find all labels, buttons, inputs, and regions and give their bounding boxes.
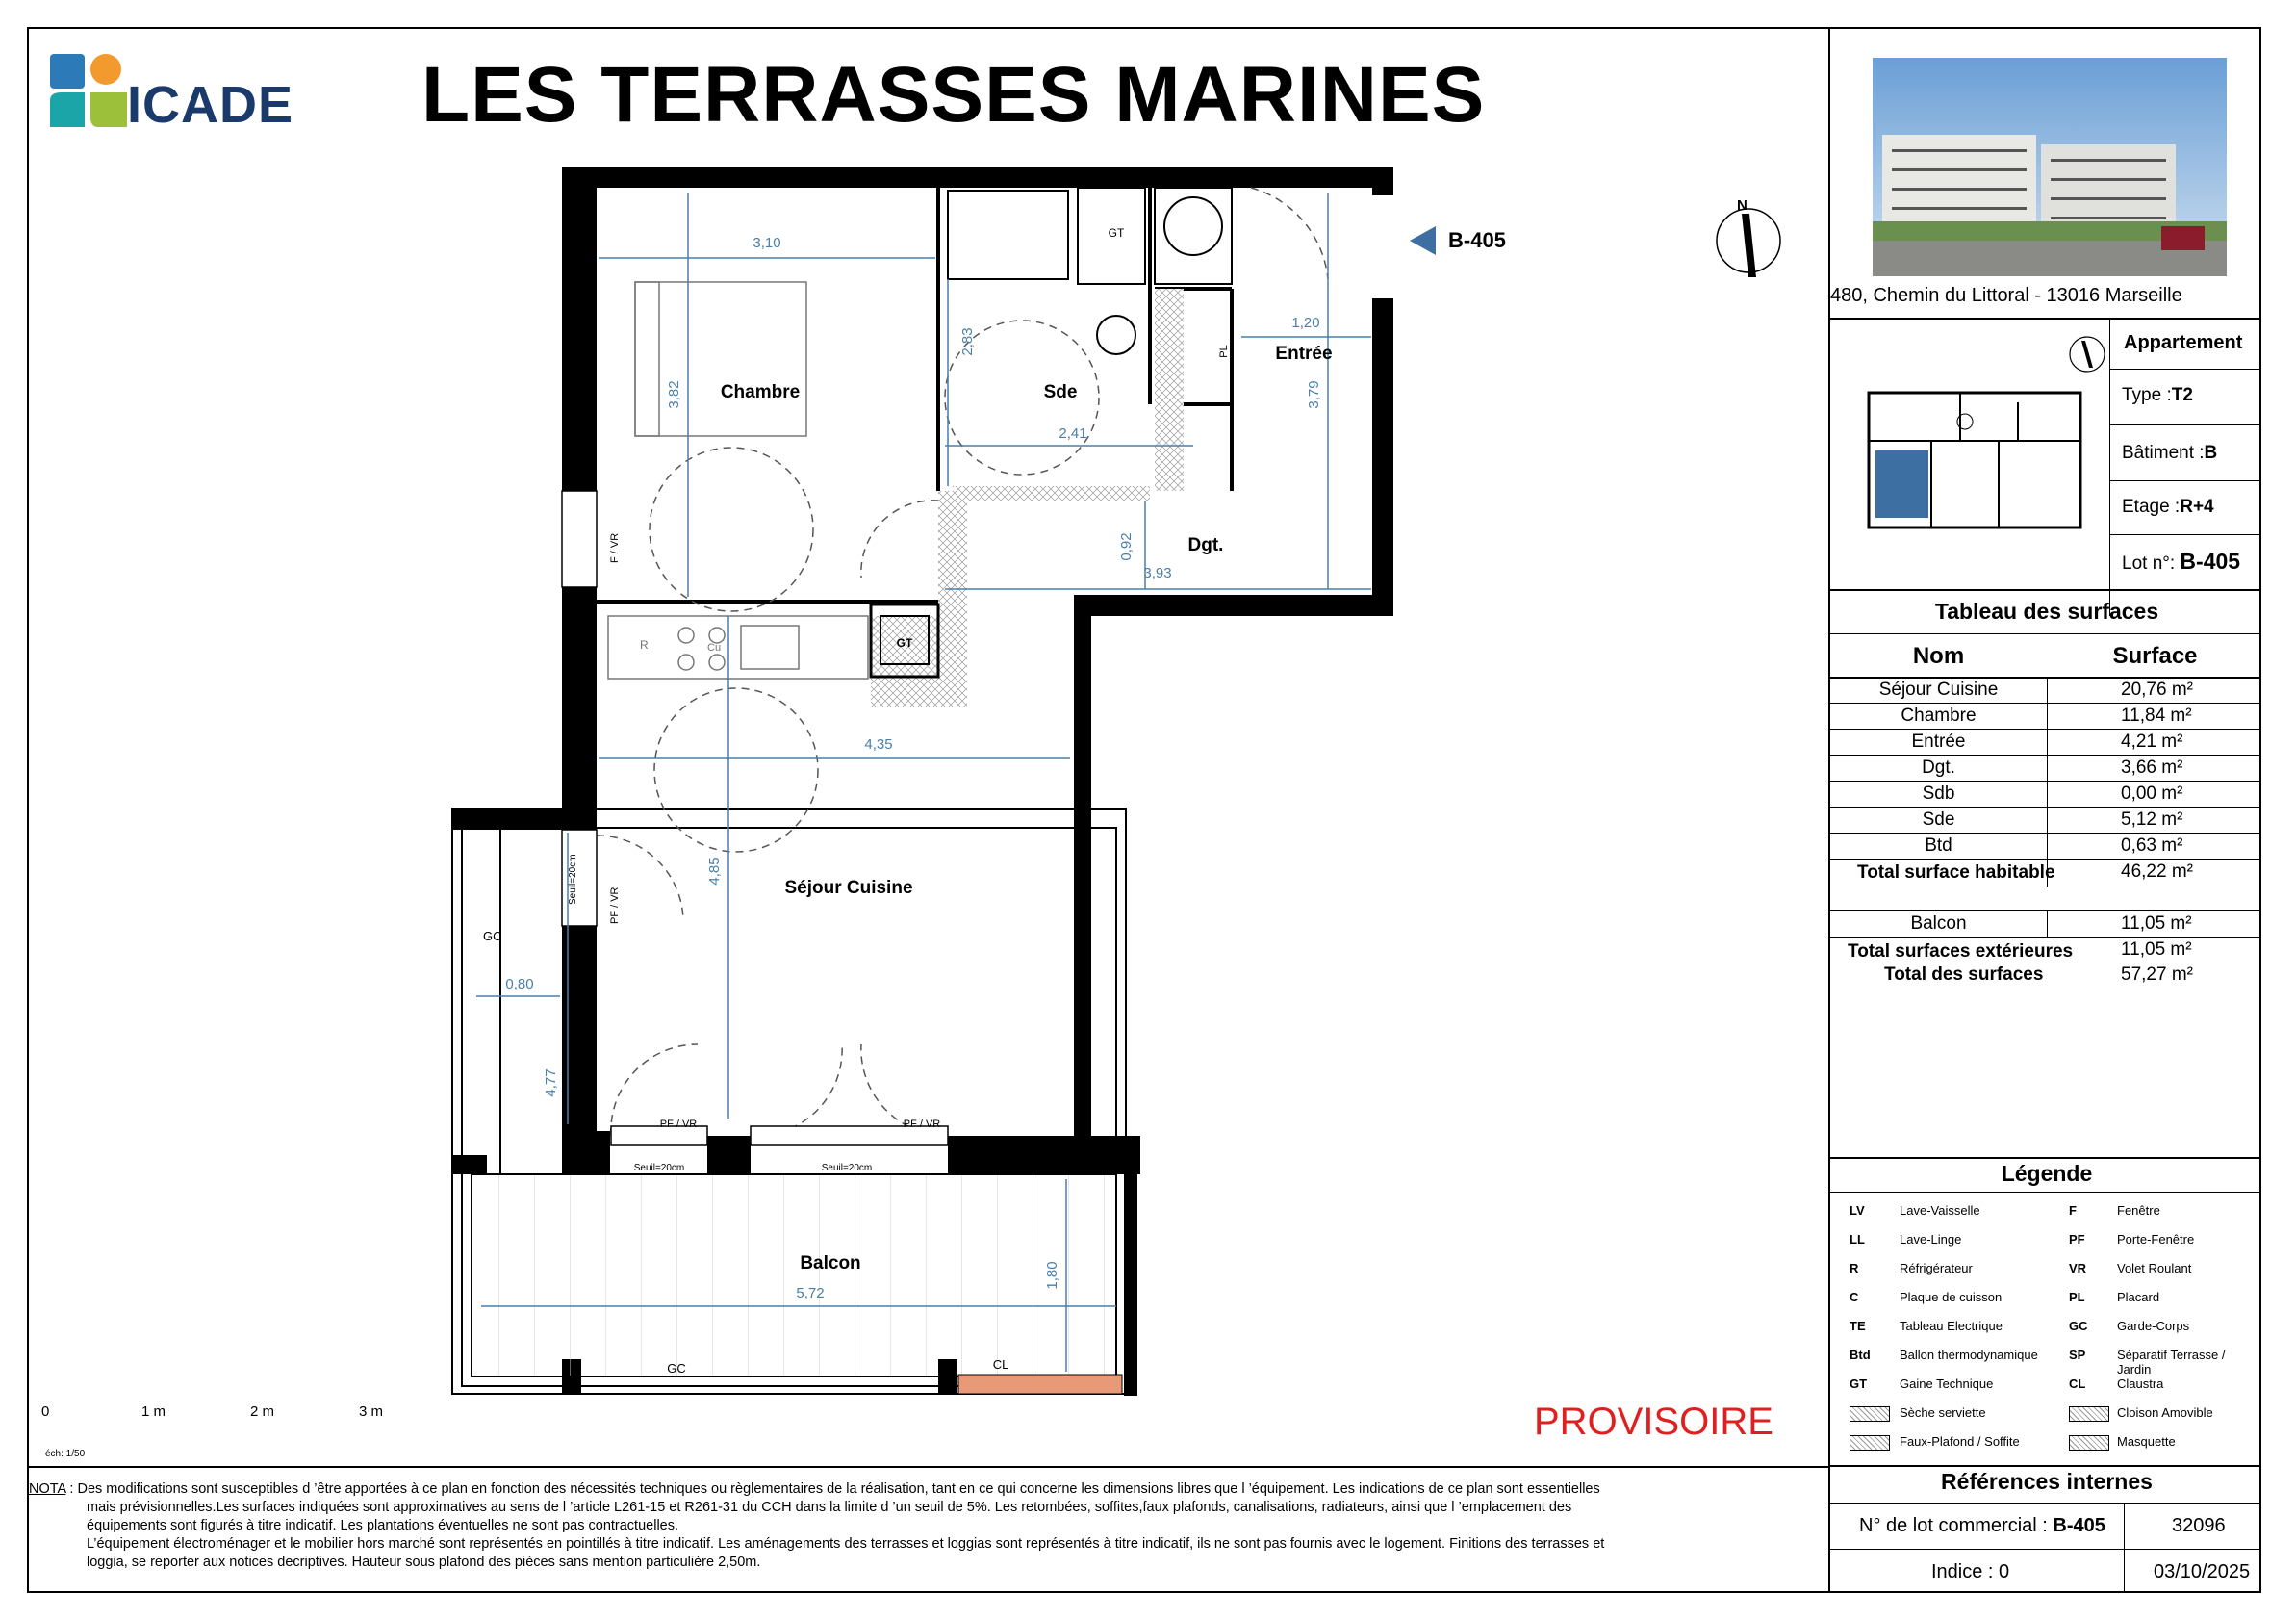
surfaces-title: Tableau des surfaces bbox=[1934, 599, 2159, 624]
surface-row-nom: Entrée bbox=[1911, 732, 1966, 752]
legend-abbr: SP bbox=[2069, 1348, 2086, 1362]
legend-text: Sèche serviette bbox=[1900, 1405, 1986, 1420]
nota-line-2: mais prévisionnelles.Les surfaces indiquées sont approximatives au sens de l ’article L261-15 et R261-31 du CCH dans la limite d ’un seuil de 5%. Les retombées, soffites,faux plafonds, canalisations, radiateurs, ainsi que l ’emplacement des bbox=[87, 1500, 1572, 1515]
batiment-value: B bbox=[2204, 443, 2218, 463]
lot-commercial-value: B-405 bbox=[2053, 1515, 2105, 1536]
refs-line-2 bbox=[1830, 1549, 2261, 1550]
legend-text: Plaque de cuisson bbox=[1900, 1290, 2003, 1304]
legend-text: Fenêtre bbox=[2117, 1203, 2160, 1218]
legend-text: Cloison Amovible bbox=[2117, 1405, 2213, 1420]
table-top-line bbox=[1830, 633, 2261, 634]
total-value: 57,27 m² bbox=[2121, 964, 2193, 985]
lot-label-plan: B-405 bbox=[1448, 228, 1506, 252]
legend-text: Porte-Fenêtre bbox=[2117, 1232, 2195, 1247]
legend-abbr: Btd bbox=[1850, 1348, 1871, 1362]
etage-label: Etage : bbox=[2122, 497, 2181, 517]
batiment-label: Bâtiment : bbox=[2122, 443, 2205, 463]
balcon-label: Balcon bbox=[1910, 913, 1967, 934]
lot-label: Lot n°: bbox=[2122, 553, 2176, 574]
surface-row-nom: Btd bbox=[1925, 836, 1952, 856]
etage-value: R+4 bbox=[2180, 497, 2214, 517]
surface-row-line bbox=[1830, 729, 2261, 730]
provisoire-stamp: PROVISOIRE bbox=[1534, 1401, 1773, 1443]
lot-commercial-label: N° de lot commercial : bbox=[1859, 1515, 2048, 1536]
table-vdivider bbox=[2047, 677, 2048, 887]
cl-label: CL bbox=[992, 1357, 1009, 1372]
surface-row-line bbox=[1830, 807, 2261, 808]
legend-text: Tableau Electrique bbox=[1900, 1319, 2003, 1333]
seuil-label-1: Seuil=20cm bbox=[633, 1163, 685, 1173]
room-sejour: Séjour Cuisine bbox=[784, 878, 913, 898]
legend-swatch-icon bbox=[2069, 1406, 2109, 1422]
dim-3-93: 3,93 bbox=[1143, 565, 1172, 581]
etage-row bbox=[2122, 497, 2214, 518]
refs-title: Références internes bbox=[1941, 1469, 2153, 1494]
surface-row-nom: Dgt. bbox=[1922, 758, 1955, 778]
ref-number: 32096 bbox=[2172, 1515, 2226, 1536]
balcon-bottom-line bbox=[1830, 937, 2261, 938]
legend-abbr: LV bbox=[1850, 1203, 1865, 1218]
surface-row-line bbox=[1830, 781, 2261, 782]
legende-line bbox=[1830, 1192, 2261, 1193]
dim-1-20: 1,20 bbox=[1291, 315, 1320, 331]
legend-text: Faux-Plafond / Soffite bbox=[1900, 1434, 2020, 1449]
surface-row-line bbox=[1830, 833, 2261, 834]
legend-abbr: TE bbox=[1850, 1319, 1866, 1333]
total-ext-value: 11,05 m² bbox=[2121, 939, 2192, 960]
legend-swatch-icon bbox=[1850, 1406, 1890, 1422]
legend-text: Séparatif Terrasse / Jardin bbox=[2117, 1348, 2226, 1376]
gc-label-left: GC bbox=[483, 929, 502, 943]
refs-vdivider bbox=[2124, 1503, 2125, 1593]
lot-row bbox=[2122, 549, 2240, 575]
legend-abbr: F bbox=[2069, 1203, 2077, 1218]
indice-label: Indice : bbox=[1931, 1561, 1994, 1582]
nota-label: NOTA bbox=[29, 1481, 66, 1497]
legend-text: Lave-Linge bbox=[1900, 1232, 1962, 1247]
legend-text: Placard bbox=[2117, 1290, 2160, 1304]
surface-row-line bbox=[1830, 755, 2261, 756]
nota-line-1: : Des modifications sont susceptibles d ’être apportées à ce plan en fonction des nécessités techniques ou règlementaires de la réalisation, tant en ce qui concerne les dimensions libres que l ’équipement. Les indications de ce plan sont essentielles bbox=[65, 1481, 1600, 1497]
dim-4-77: 4,77 bbox=[543, 1068, 559, 1097]
fridge-label: R bbox=[640, 638, 649, 652]
dim-5-72: 5,72 bbox=[796, 1285, 825, 1301]
building-rendering-image bbox=[1873, 58, 2227, 276]
legend-text: Masquette bbox=[2117, 1434, 2176, 1449]
window-fvr-label: F / VR bbox=[609, 532, 621, 563]
note-divider bbox=[27, 1466, 1828, 1468]
col-nom: Nom bbox=[1912, 643, 1965, 669]
divider-4 bbox=[1830, 1465, 2261, 1467]
key-plan-image bbox=[1864, 383, 2085, 537]
info-vdivider bbox=[2109, 318, 2110, 616]
total-label: Total des surfaces bbox=[1884, 964, 2044, 985]
lot-commercial-row bbox=[1859, 1515, 2105, 1537]
legend-abbr: R bbox=[1850, 1261, 1859, 1275]
compass-small-icon bbox=[2066, 333, 2108, 375]
divider-2 bbox=[1830, 589, 2261, 591]
balcon-value: 11,05 m² bbox=[2121, 913, 2192, 934]
col-surface: Surface bbox=[2112, 643, 2198, 669]
seuil-label-2: Seuil=20cm bbox=[821, 1163, 873, 1173]
divider-1 bbox=[1830, 318, 2261, 320]
window-pfvr-label: PF / VR bbox=[609, 887, 621, 924]
gt-label-sde: GT bbox=[1108, 226, 1125, 240]
surface-row-nom: Séjour Cuisine bbox=[1878, 680, 1999, 700]
total-hab-value: 46,22 m² bbox=[2121, 861, 2193, 882]
legend-abbr: LL bbox=[1850, 1232, 1865, 1247]
legend-swatch-icon bbox=[2069, 1435, 2109, 1451]
surface-row-value: 20,76 m² bbox=[2121, 680, 2193, 700]
surface-row-value: 5,12 m² bbox=[2121, 810, 2183, 830]
dim-4-85: 4,85 bbox=[706, 857, 723, 886]
dim-3-10: 3,10 bbox=[753, 235, 781, 251]
pl-label: PL bbox=[1218, 345, 1230, 358]
dim-2-41: 2,41 bbox=[1059, 425, 1087, 442]
page-title: LES TERRASSES MARINES bbox=[421, 51, 1486, 139]
legend-text: Volet Roulant bbox=[2117, 1261, 2192, 1275]
room-dgt: Dgt. bbox=[1187, 535, 1224, 555]
legend-text: Gaine Technique bbox=[1900, 1376, 1994, 1391]
legend-abbr: GC bbox=[2069, 1319, 2088, 1333]
info-line-2 bbox=[2109, 424, 2261, 425]
legend-swatch-icon bbox=[1850, 1435, 1890, 1451]
legend-text: Garde-Corps bbox=[2117, 1319, 2190, 1333]
dim-0-92: 0,92 bbox=[1118, 532, 1135, 561]
dim-3-79: 3,79 bbox=[1306, 380, 1322, 409]
lot-value: B-405 bbox=[2180, 549, 2241, 574]
gc-label-bottom: GC bbox=[667, 1361, 686, 1376]
nota-block bbox=[29, 1480, 1790, 1572]
dim-4-35: 4,35 bbox=[864, 736, 893, 753]
cooktop-label: Cu bbox=[707, 642, 722, 654]
appartement-label: Appartement bbox=[2124, 332, 2243, 353]
legend-abbr: PL bbox=[2069, 1290, 2085, 1304]
info-line-4 bbox=[2109, 534, 2261, 535]
scale-3m: 3 m bbox=[359, 1403, 384, 1420]
side-panel bbox=[1828, 27, 2261, 1593]
surface-row-line bbox=[1830, 703, 2261, 704]
lot-arrow-icon bbox=[1410, 226, 1436, 255]
surface-row-nom: Chambre bbox=[1901, 706, 1977, 726]
type-label: Type : bbox=[2122, 385, 2172, 405]
refs-line-1 bbox=[1830, 1503, 2261, 1504]
total-ext-label: Total surfaces extérieures bbox=[1848, 941, 2074, 962]
scale-ech: éch: 1/50 bbox=[45, 1449, 86, 1459]
divider-3 bbox=[1830, 1157, 2261, 1159]
surface-row-value: 4,21 m² bbox=[2121, 732, 2183, 752]
scale-0: 0 bbox=[41, 1403, 50, 1420]
dim-2-83: 2,83 bbox=[959, 327, 976, 356]
table-vdivider-balcon bbox=[2047, 910, 2048, 937]
logo-text: ICADE bbox=[127, 76, 294, 134]
surface-row-value: 3,66 m² bbox=[2121, 758, 2183, 778]
address: 480, Chemin du Littoral - 13016 Marseille bbox=[1830, 285, 2182, 306]
type-row bbox=[2122, 385, 2193, 406]
legend-text: Lave-Vaisselle bbox=[1900, 1203, 1980, 1218]
claustra bbox=[958, 1375, 1122, 1394]
total-hab-label: Total surface habitable bbox=[1857, 862, 2055, 883]
room-sde: Sde bbox=[1043, 382, 1078, 402]
dim-3-82: 3,82 bbox=[666, 380, 682, 409]
legend-abbr: GT bbox=[1850, 1376, 1868, 1391]
date: 03/10/2025 bbox=[2154, 1561, 2251, 1582]
indice-value: 0 bbox=[1999, 1561, 2010, 1582]
surface-row-nom: Sde bbox=[1922, 810, 1955, 830]
surface-row-value: 0,00 m² bbox=[2121, 784, 2183, 804]
gt-label-kitchen: GT bbox=[896, 636, 913, 650]
balcon-top-line bbox=[1830, 910, 2261, 911]
surface-row-line bbox=[1830, 859, 2261, 860]
north-label: N bbox=[1737, 197, 1748, 214]
legend-abbr: PF bbox=[2069, 1232, 2085, 1247]
room-entree: Entrée bbox=[1275, 344, 1333, 364]
pfvr-label-1: PF / VR bbox=[659, 1119, 698, 1130]
nota-line-3: équipements sont figurés à titre indicatif. Les plantations éventuelles ne sont pas contractuelles. bbox=[87, 1518, 679, 1533]
nota-line-4: L’équipement électroménager et le mobilier hors marché sont représentés en pointillés à titre indicatif. Les aménagements des terrasses et loggias sont représentés à titre indicatif, ils ne sont pas fournis avec le logement. Finitions des terrasses et bbox=[87, 1536, 1605, 1552]
legend-abbr: VR bbox=[2069, 1261, 2087, 1275]
table-header-line bbox=[1830, 677, 2261, 679]
nota-line-5: loggia, se reporter aux notices decriptives. Hauteur sous plafond des pièces sans mention particulière 2,50m. bbox=[87, 1555, 761, 1570]
surface-row-value: 11,84 m² bbox=[2121, 706, 2192, 726]
surface-row-value: 0,63 m² bbox=[2121, 836, 2183, 856]
seuil-vertical-label: Seuil=20cm bbox=[568, 854, 578, 905]
legend-text: Réfrigérateur bbox=[1900, 1261, 1973, 1275]
legend-text: Claustra bbox=[2117, 1376, 2164, 1391]
room-balcon: Balcon bbox=[800, 1253, 861, 1273]
legend-abbr: C bbox=[1850, 1290, 1859, 1304]
info-line-3 bbox=[2109, 480, 2261, 481]
legende-title: Légende bbox=[2001, 1161, 2093, 1186]
north-arrow-icon bbox=[1717, 209, 1780, 277]
scale-1m: 1 m bbox=[141, 1403, 166, 1420]
legend-text: Ballon thermodynamique bbox=[1900, 1348, 2038, 1362]
pfvr-label-2: PF / VR bbox=[903, 1119, 941, 1130]
batiment-row bbox=[2122, 443, 2217, 464]
scale-2m: 2 m bbox=[250, 1403, 275, 1420]
indice-row bbox=[1931, 1561, 2009, 1583]
room-chambre: Chambre bbox=[720, 382, 801, 402]
legend-abbr: CL bbox=[2069, 1376, 2086, 1391]
dim-1-80: 1,80 bbox=[1044, 1261, 1060, 1290]
info-line-1 bbox=[2109, 369, 2261, 370]
dim-0-80: 0,80 bbox=[505, 976, 534, 992]
type-value: T2 bbox=[2171, 385, 2193, 405]
surface-row-nom: Sdb bbox=[1922, 784, 1955, 804]
